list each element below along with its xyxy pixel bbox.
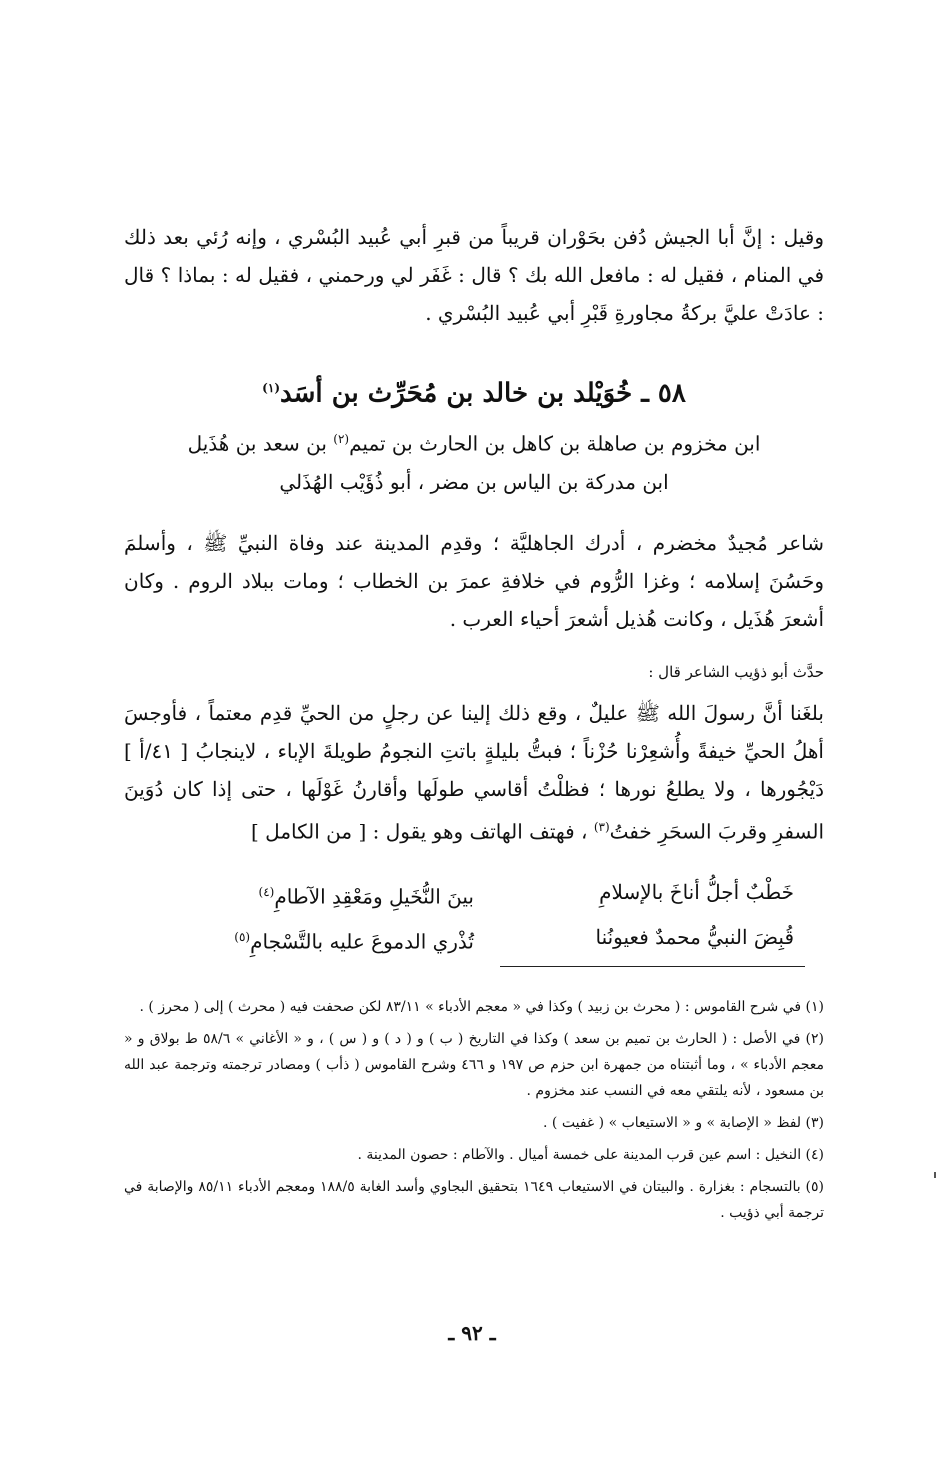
poem-verses	[174, 872, 794, 961]
footnote-5: (٥) بالتسجام : بغزارة . والبيتان في الاستيعاب ١٦٤٩ بتحقيق البجاوي وأسد الغابة ١٨٨/٥ ومعجم الأدباء ٨٥/١١ والإصابة في ترجمة أبي ذؤيب .	[124, 1179, 824, 1221]
footnote-3: (٣) لفظ « الإصابة » و « الاستيعاب » ( غفيت ) .	[543, 1115, 824, 1131]
narrator-label: حدَّث أبو ذؤيب الشاعر قال :	[648, 663, 824, 681]
footnote-separator	[500, 966, 805, 967]
entry-title-text: ٥٨ ـ خُوَيْلد بن خالد بن مُحَرِّث بن أسَد	[280, 378, 686, 409]
footnote-marker-2: (٢)	[333, 432, 350, 446]
footnote-2: (٢) في الأصل : ( الحارث بن تميم بن سعد ) وكذا في التاريخ ( ب ) و ( د ) و ( س ) ، و « الأغاني » ٥٨/٦ ط بولاق و « معجم الأدباء » ، وما أثبتناه من جمهرة ابن حزم ص ١٩٧ و ٤٦٦ وشرح القاموس ( ذأب ) ومصادر ترجمته وترجمة عبد الله بن مسعود ، لأنه يلتقي معه في النسب عند مخزوم .	[124, 1031, 824, 1099]
page-number: ـ ٩٢ ـ	[448, 1321, 496, 1345]
entry-lineage	[124, 420, 824, 501]
footnote-4: (٤) النخيل : اسم عين قرب المدينة على خمسة أميال . والآطام : حصون المدينة .	[357, 1147, 824, 1163]
footnote-marker-4: (٤)	[258, 885, 275, 899]
scan-speck	[934, 1172, 936, 1178]
lineage-line-1-text: ابن مخزوم بن صاهلة بن كاهل بن الحارث بن تميم	[349, 431, 761, 456]
intro-paragraph: وقيل : إنَّ أبا الجيش دُفن بحَوْران قريباً من قبرِ أبي عُبيد البُسْري ، وإنه رُئي بعد ذلك في المنام ، فقيل له : مافعل الله بك ؟ قال : غَفَر لي ورحمني ، فقيل له : بماذا ؟ قال : عادَتْ عليَّ بركةُ مجاورةِ قَبْرِ أبي عُبيد البُسْري .	[124, 225, 825, 325]
narrative-tail: ، فهتف الهاتف وهو يقول : [ من الكامل ]	[251, 819, 594, 844]
lineage-line-2: ابن مدركة بن الياس بن مضر ، أبو ذُؤَيْب الهُذَلي	[279, 469, 669, 494]
verse-first-hemistich: قُبِضَ النبيُّ محمدٌ فعيونُنا	[595, 924, 794, 949]
footnote-marker-5: (٥)	[234, 929, 251, 944]
verse-second-hemistich	[174, 872, 474, 917]
footnote-marker-1: (١)	[262, 381, 280, 395]
footnotes	[124, 994, 824, 1232]
verse-second-text: بينَ النُّخَيلِ ومَعْقِدِ الآطامِ	[274, 884, 474, 909]
narrative-text: بلغَنا أنَّ رسولَ الله ﷺ عليلٌ ، وقع ذلك إلينا عن رجلٍ من الحيِّ قدِم معتماً ، فأوجسَ أهلُ الحيِّ خيفةً وأُشعِرْنا حُزْناً ؛ فبتُّ بليلةٍ باتتِ النجومُ طويلةَ الإباء ، لاينجابُ [ ٤١/أ ] دَيْجُورها ، ولا يطلعُ نورها ؛ فظلْتُ أقاسي طولَها وأقارنُ غَوْلَها ، حتى إذا كان دُوَينَ السفرِ وقربَ السحَرِ خفتُ	[124, 701, 824, 844]
footnote-1: (١) في شرح القاموس : ( محرث بن زبيد ) وكذا في « معجم الأدباء » ٨٣/١١ لكن صحفت فيه ( محرث ) إلى ( محرز ) .	[139, 999, 824, 1015]
entry-title	[124, 368, 824, 414]
footnote-marker-3: (٣)	[593, 820, 610, 834]
verse-first-hemistich: خَطْبٌ أجلُّ أناخَ بالإسلامِ	[599, 880, 794, 904]
verse-second-text: تُذْري الدموعَ عليه بالتَّسْجامِ	[250, 929, 474, 954]
narrative-paragraph	[124, 694, 824, 851]
lineage-line-1-tail: بن سعد بن هُذَيل	[187, 431, 334, 456]
biography-paragraph: شاعر مُجيدٌ مخضرم ، أدرك الجاهليَّة ؛ وقدِم المدينة عند وفاة النبيِّ ﷺ ، وأسلمَ وحَسُنَ إسلامه ؛ وغزا الرُّوم في خلافةِ عمرَ بن الخطاب ؛ ومات ببلاد الروم . وكان أشعرَ هُذَيل ، وكانت هُذيل أشعرَ أحياء العرب .	[124, 531, 824, 631]
verse-line	[174, 917, 794, 962]
verse-second-hemistich	[174, 917, 474, 962]
verse-line	[174, 872, 794, 917]
lineage-line-1	[124, 420, 824, 463]
